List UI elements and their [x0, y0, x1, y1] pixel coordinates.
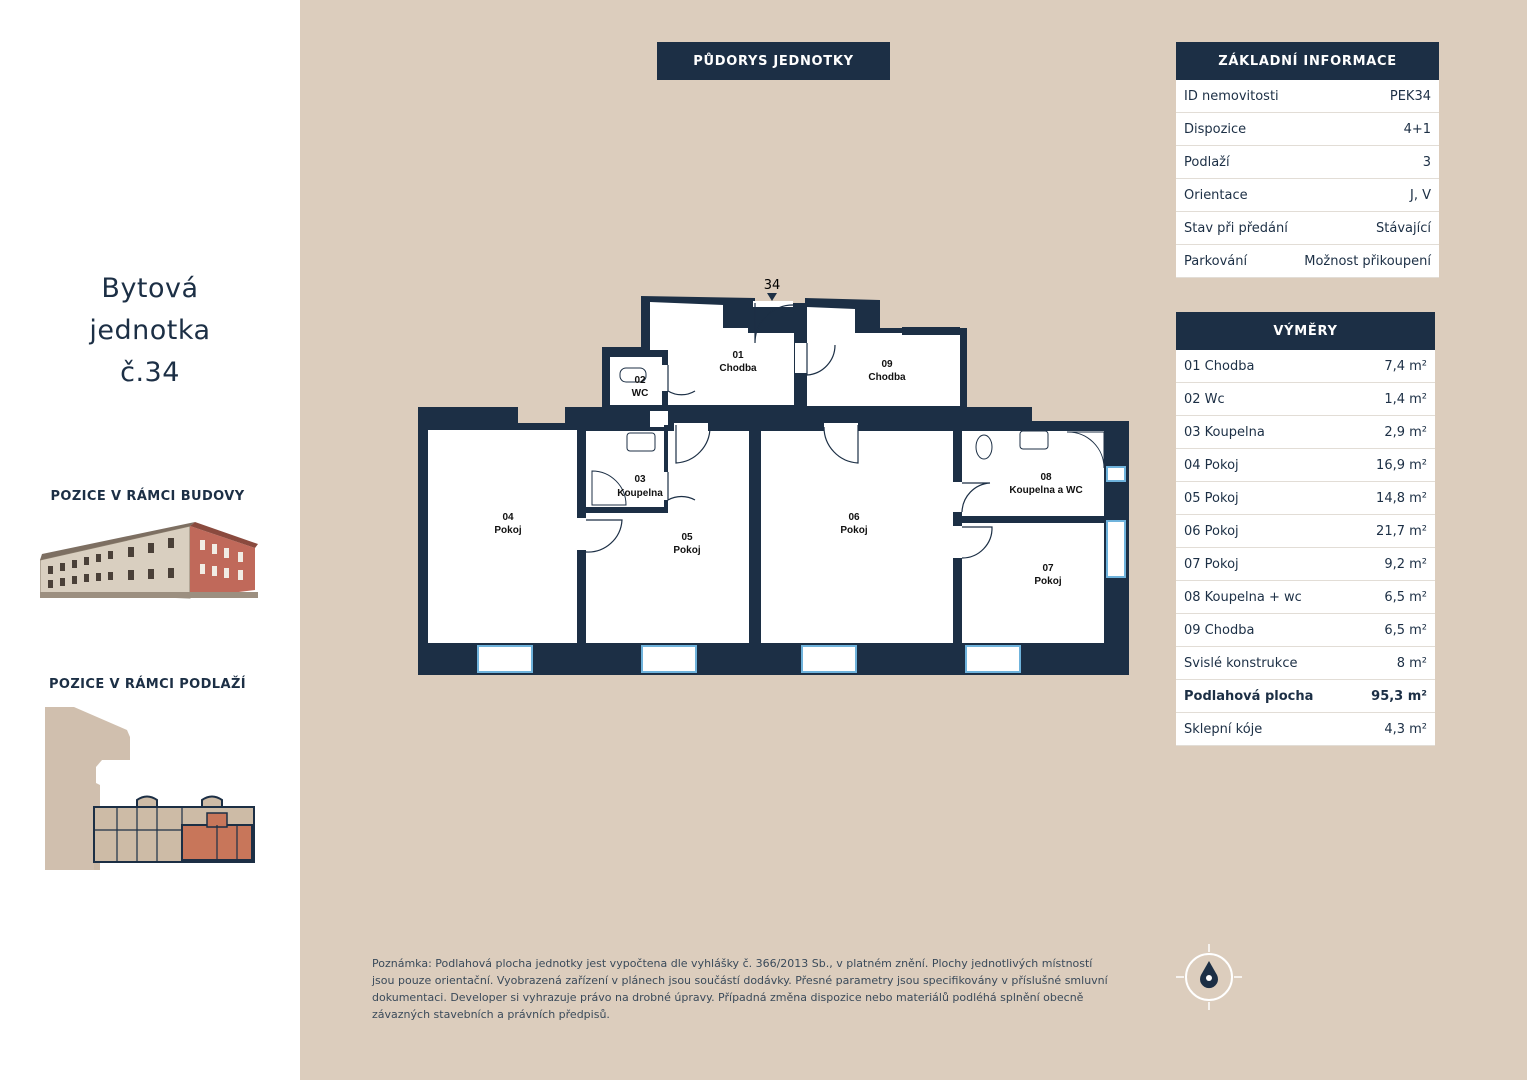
area-row — [1176, 581, 1435, 614]
areas-header: VÝMĚRY — [1176, 312, 1435, 350]
info-label: Dispozice — [1184, 121, 1247, 137]
area-total-value: 95,3 m² — [1371, 688, 1427, 704]
floor-position-plan — [42, 705, 262, 873]
info-row — [1176, 212, 1439, 245]
room-03-name: Koupelna — [617, 488, 663, 499]
room-07-num: 07 — [1042, 563, 1054, 574]
info-value: 4+1 — [1403, 121, 1431, 137]
area-value: 8 m² — [1396, 655, 1427, 671]
area-value: 2,9 m² — [1384, 424, 1427, 440]
area-row — [1176, 548, 1435, 581]
area-value: 14,8 m² — [1376, 490, 1427, 506]
area-value: 1,4 m² — [1384, 391, 1427, 407]
room-01-num: 01 — [732, 350, 744, 361]
left-panel — [0, 0, 300, 1080]
area-label: 08 Koupelna + wc — [1184, 589, 1302, 605]
room-02-num: 02 — [634, 375, 646, 386]
room-05-num: 05 — [681, 532, 693, 543]
floor-plan-header: PŮDORYS JEDNOTKY — [657, 42, 890, 80]
building-position-label: POZICE V RÁMCI BUDOVY — [50, 489, 245, 504]
info-value: PEK34 — [1389, 88, 1431, 104]
info-row — [1176, 113, 1439, 146]
area-total-label: Podlahová plocha — [1184, 688, 1314, 704]
cellar-label: Sklepní kóje — [1184, 721, 1263, 737]
building-illustration — [40, 518, 260, 606]
info-label: Podlaží — [1184, 154, 1230, 170]
area-label: 03 Koupelna — [1184, 424, 1265, 440]
areas-table — [1176, 312, 1435, 746]
unit-marker-label: 34 — [763, 278, 781, 293]
area-value: 16,9 m² — [1376, 457, 1427, 473]
area-total-row — [1176, 680, 1435, 713]
room-interiors — [428, 302, 1104, 643]
unit-title-line2: jednotka — [89, 315, 211, 346]
floor-position-label: POZICE V RÁMCI PODLAŽÍ — [48, 677, 247, 692]
area-label: 07 Pokoj — [1184, 556, 1239, 572]
unit-title-line3: č.34 — [120, 357, 180, 388]
info-row — [1176, 80, 1439, 113]
room-05-name: Pokoj — [673, 545, 701, 556]
info-row — [1176, 146, 1439, 179]
room-08-name: Koupelna a WC — [1009, 485, 1083, 496]
area-value: 6,5 m² — [1384, 589, 1427, 605]
area-row — [1176, 383, 1435, 416]
area-label: 04 Pokoj — [1184, 457, 1239, 473]
info-label: Parkování — [1184, 253, 1248, 269]
info-label: Orientace — [1184, 187, 1248, 203]
compass-icon — [1175, 943, 1243, 1011]
basic-info-header: ZÁKLADNÍ INFORMACE — [1176, 42, 1439, 80]
room-09-num: 09 — [881, 359, 893, 370]
info-row — [1176, 245, 1439, 278]
area-label: 09 Chodba — [1184, 622, 1255, 638]
area-row — [1176, 647, 1435, 680]
info-row — [1176, 179, 1439, 212]
area-row — [1176, 416, 1435, 449]
room-01-name: Chodba — [719, 363, 757, 374]
area-label: 02 Wc — [1184, 391, 1225, 407]
unit-title — [20, 268, 280, 394]
room-04-name: Pokoj — [494, 525, 522, 536]
area-row — [1176, 515, 1435, 548]
room-02-name: WC — [631, 388, 649, 399]
area-row — [1176, 482, 1435, 515]
room-08-num: 08 — [1040, 472, 1052, 483]
area-row — [1176, 449, 1435, 482]
basic-info-table — [1176, 42, 1439, 278]
info-value: 3 — [1422, 154, 1431, 170]
room-04-num: 04 — [502, 512, 514, 523]
footnote: Poznámka: Podlahová plocha jednotky jest vypočtena dle vyhlášky č. 366/2013 Sb., v platném znění. Plochy jednotlivých místností jsou pouze orientační. Vyobrazená zařízení v plánech jsou součástí dodávky. Přesné parametry jsou specifikovány v příslušné smluvní dokumentaci. Developer si vyhrazuje právo na drobné úpravy. Případná změna dispozice nebo materiálů podléhá splnění obecně závazných stavebních a právních předpisů. — [372, 957, 1108, 1021]
info-value: Možnost přikoupení — [1304, 253, 1431, 269]
floor-plan — [415, 275, 1135, 680]
unit-title-line1: Bytová — [101, 273, 199, 304]
cellar-value: 4,3 m² — [1384, 721, 1427, 737]
area-label: Svislé konstrukce — [1184, 655, 1298, 671]
area-row — [1176, 350, 1435, 383]
area-label: 05 Pokoj — [1184, 490, 1239, 506]
area-value: 21,7 m² — [1376, 523, 1427, 539]
area-row — [1176, 614, 1435, 647]
cellar-row — [1176, 713, 1435, 746]
room-07-name: Pokoj — [1034, 576, 1062, 587]
room-06-num: 06 — [848, 512, 860, 523]
area-value: 9,2 m² — [1384, 556, 1427, 572]
room-03-num: 03 — [634, 474, 646, 485]
area-label: 06 Pokoj — [1184, 523, 1239, 539]
area-label: 01 Chodba — [1184, 358, 1255, 374]
area-value: 7,4 m² — [1384, 358, 1427, 374]
info-label: ID nemovitosti — [1184, 88, 1279, 104]
room-09-name: Chodba — [868, 372, 906, 383]
info-value: Stávající — [1376, 220, 1431, 236]
info-label: Stav při předání — [1184, 220, 1288, 236]
area-value: 6,5 m² — [1384, 622, 1427, 638]
room-06-name: Pokoj — [840, 525, 868, 536]
info-value: J, V — [1410, 187, 1431, 203]
